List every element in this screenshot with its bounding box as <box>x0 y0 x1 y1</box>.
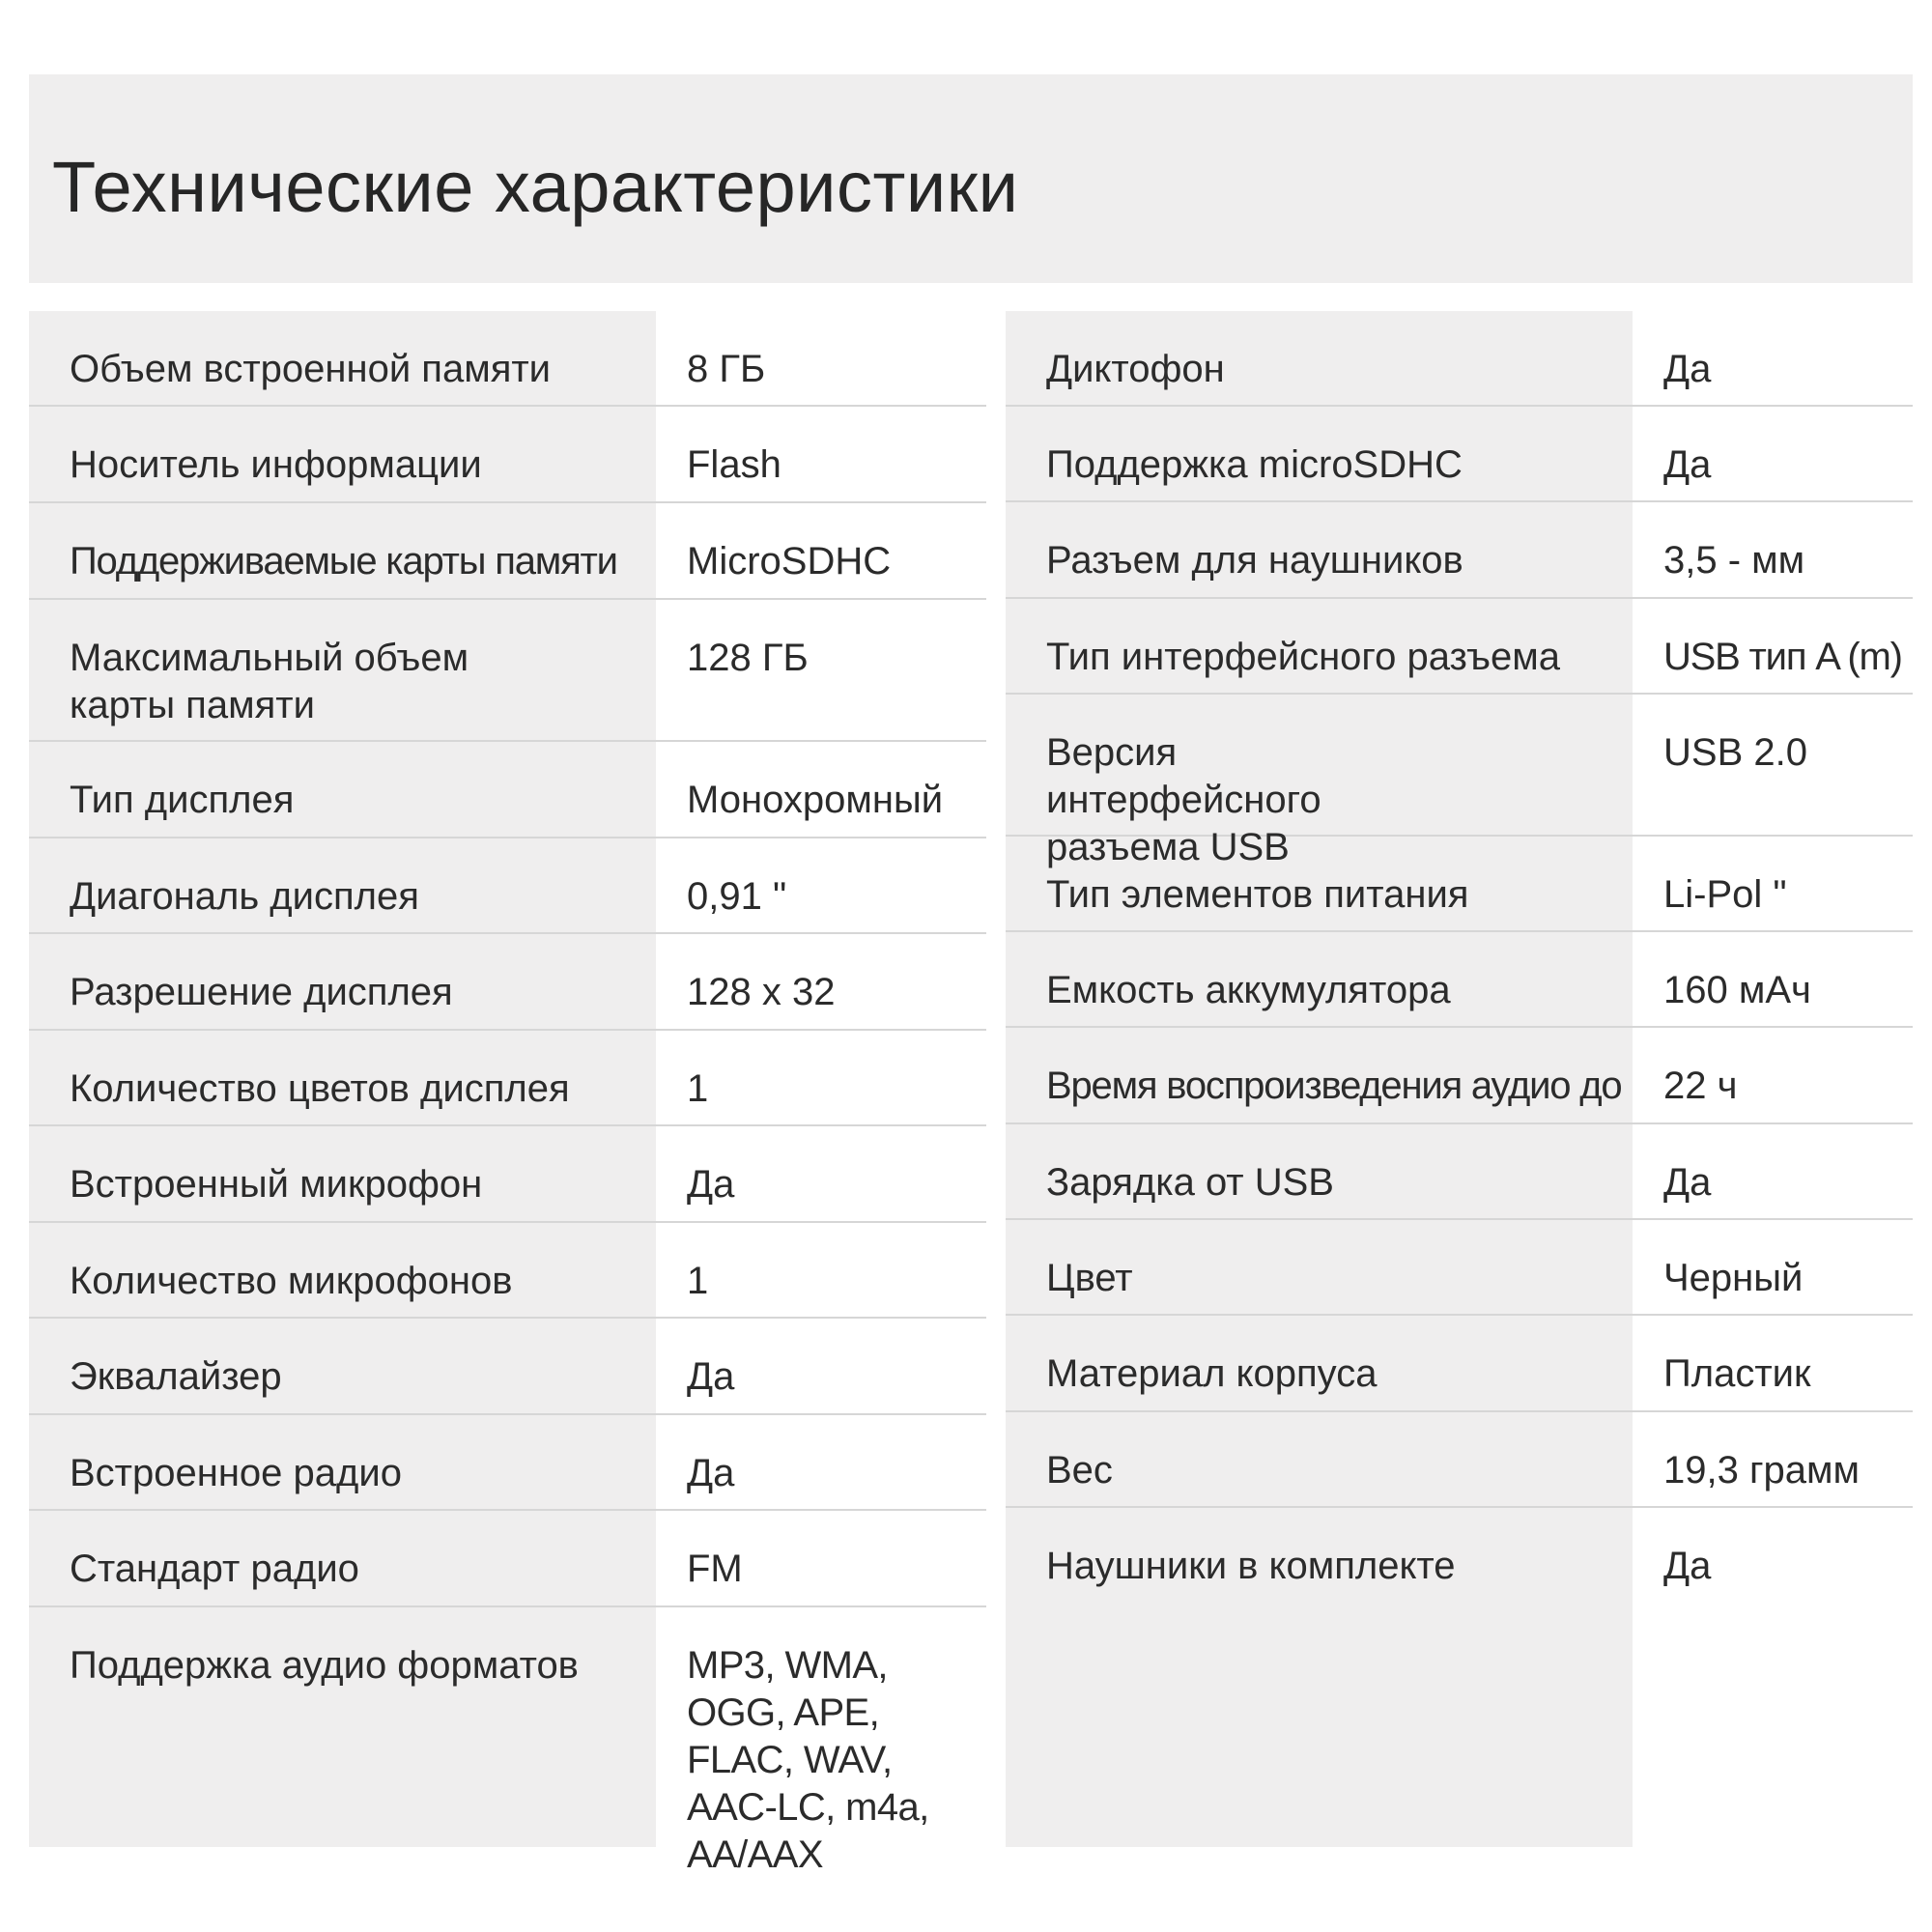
spec-row <box>29 407 986 503</box>
spec-label: Диктофон <box>1046 348 1225 390</box>
spec-row <box>1006 1220 1913 1316</box>
spec-row <box>1006 1508 1913 1604</box>
spec-label: Тип интерфейсного разъема <box>1046 636 1560 678</box>
spec-value: Да <box>687 1355 735 1398</box>
spec-label: Разъем для наушников <box>1046 539 1463 582</box>
spec-value: 0,91 " <box>687 875 787 918</box>
spec-row <box>1006 932 1913 1028</box>
spec-row <box>29 1607 986 1876</box>
spec-value: Да <box>687 1452 735 1494</box>
spec-label: Объем встроенной памяти <box>70 348 552 390</box>
spec-row <box>1006 837 1913 932</box>
spec-value: 1 <box>687 1067 709 1110</box>
spec-value: 3,5 - мм <box>1663 539 1805 582</box>
spec-value: Монохромный <box>687 779 944 821</box>
spec-row <box>1006 1316 1913 1412</box>
spec-label: Тип дисплея <box>70 779 295 821</box>
spec-row <box>1006 407 1913 502</box>
spec-table-right <box>1006 311 1913 1604</box>
spec-table-left <box>29 311 986 1876</box>
header-banner <box>29 74 1913 283</box>
spec-label: Встроенный микрофон <box>70 1163 483 1206</box>
spec-value: USB тип A (m) <box>1663 636 1902 678</box>
spec-label: Тип элементов питания <box>1046 873 1469 916</box>
spec-value: MP3, WMA, OGG, APE, FLAC, WAV, AAC-LC, m4a, AA/AAX <box>687 1644 929 1876</box>
spec-row <box>29 1319 986 1415</box>
spec-label: Носитель информации <box>70 443 482 486</box>
spec-row <box>29 1415 986 1511</box>
spec-label: Диагональ дисплея <box>70 875 419 918</box>
spec-value: Пластик <box>1663 1352 1811 1395</box>
spec-row <box>29 600 986 742</box>
spec-label: Встроенное радио <box>70 1452 402 1494</box>
spec-row <box>29 1223 986 1319</box>
spec-value: 8 ГБ <box>687 348 766 390</box>
spec-value: 19,3 грамм <box>1663 1449 1861 1492</box>
page-title: Технические характеристики <box>52 147 1019 227</box>
spec-value: Черный <box>1663 1257 1804 1299</box>
spec-row <box>29 934 986 1031</box>
spec-label: Зарядка от USB <box>1046 1161 1334 1204</box>
spec-value: Да <box>1663 443 1712 486</box>
spec-row <box>1006 502 1913 599</box>
spec-label: Вес <box>1046 1449 1113 1492</box>
spec-value: 22 ч <box>1663 1065 1738 1107</box>
spec-row <box>1006 1412 1913 1508</box>
spec-row <box>29 1031 986 1126</box>
spec-label: Версия интерфейсного разъема USB <box>1046 731 1321 868</box>
spec-value: Да <box>1663 348 1712 390</box>
spec-value: Да <box>687 1163 735 1206</box>
spec-value: MicroSDHC <box>687 540 892 582</box>
spec-label: Материал корпуса <box>1046 1352 1378 1395</box>
spec-row <box>29 503 986 600</box>
spec-row <box>1006 311 1913 407</box>
spec-label: Поддержка аудио форматов <box>70 1644 579 1687</box>
spec-label: Разрешение дисплея <box>70 971 453 1013</box>
spec-value: 128 ГБ <box>687 637 809 679</box>
spec-label: Максимальный объем карты памяти <box>70 637 469 726</box>
spec-value: 1 <box>687 1260 709 1302</box>
spec-row <box>1006 599 1913 695</box>
spec-label: Количество цветов дисплея <box>70 1067 570 1110</box>
spec-label: Цвет <box>1046 1257 1133 1299</box>
spec-value: FM <box>687 1548 743 1590</box>
spec-label: Наушники в комплекте <box>1046 1545 1456 1587</box>
spec-value: USB 2.0 <box>1663 731 1807 774</box>
spec-label: Емкость аккумулятора <box>1046 969 1451 1011</box>
spec-value: 128 x 32 <box>687 971 836 1013</box>
spec-row <box>29 838 986 934</box>
spec-label: Количество микрофонов <box>70 1260 513 1302</box>
spec-value: Да <box>1663 1161 1712 1204</box>
spec-value: Flash <box>687 443 781 486</box>
spec-row <box>1006 1124 1913 1220</box>
spec-row <box>29 742 986 838</box>
spec-value: 160 мАч <box>1663 969 1811 1011</box>
spec-label: Стандарт радио <box>70 1548 359 1590</box>
spec-label: Поддерживаемые карты памяти <box>70 540 617 582</box>
spec-row <box>29 1511 986 1607</box>
spec-row <box>1006 695 1913 868</box>
spec-row <box>29 311 986 407</box>
spec-row <box>29 1126 986 1223</box>
spec-label: Эквалайзер <box>70 1355 282 1398</box>
spec-value: Li-Pol " <box>1663 873 1787 916</box>
spec-value: Да <box>1663 1545 1712 1587</box>
spec-row <box>1006 1028 1913 1124</box>
spec-label: Поддержка microSDHC <box>1046 443 1463 486</box>
spec-label: Время воспроизведения аудио до <box>1046 1065 1622 1107</box>
